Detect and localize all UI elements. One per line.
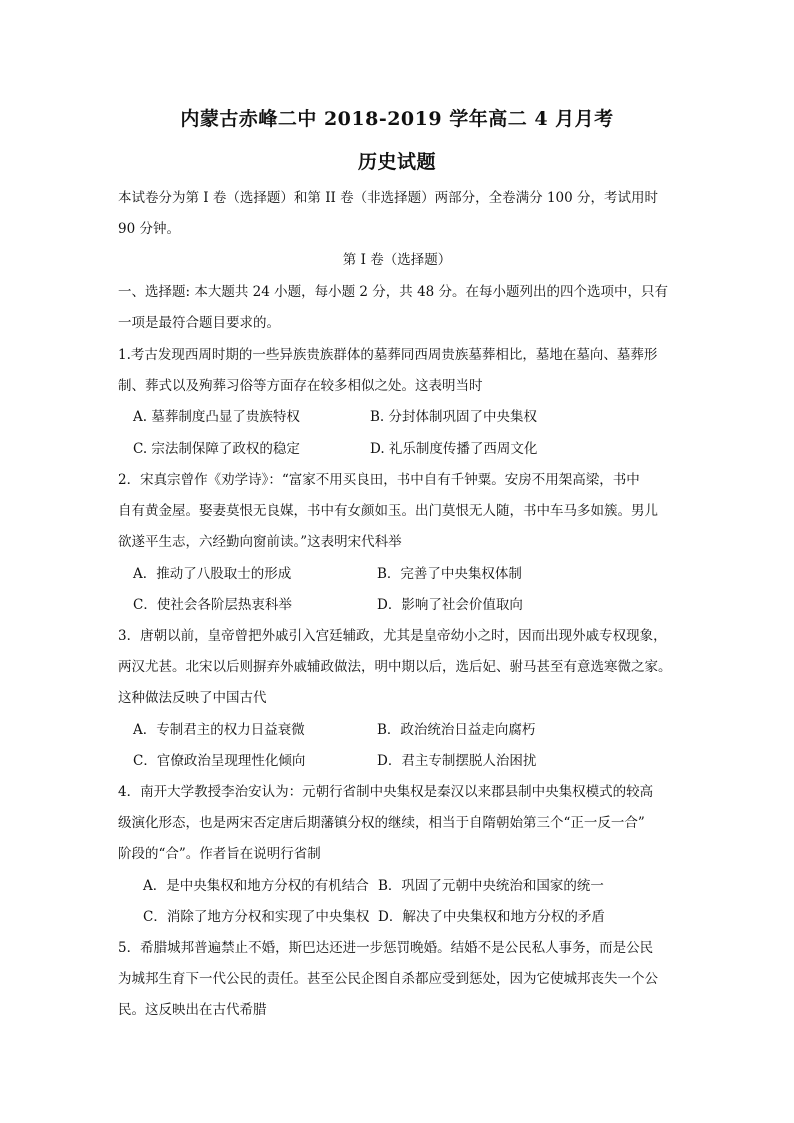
question-2-line-3: 欲遂平生志，六经勤向窗前读。”这表明宋代科举 bbox=[118, 534, 402, 550]
question-4-line-1: 4．南开大学教授李治安认为：元朝行省制中央集权是秦汉以来郡县制中央集权模式的较高 bbox=[118, 784, 654, 800]
question-5-line-2: 为城邦生育下一代公民的责任。甚至公民企图自杀都应受到惩处，因为它使城邦丧失一个公 bbox=[118, 971, 658, 987]
question-4-option-b: B．巩固了元朝中央统治和国家的统一 bbox=[378, 878, 604, 894]
question-4-option-c: C．消除了地方分权和实现了中央集权 bbox=[143, 909, 370, 925]
question-3-option-c: C．官僚政治呈现理性化倾向 bbox=[133, 753, 306, 769]
question-1-line-2: 制、葬式以及殉葬习俗等方面存在较多相似之处。这表明当时 bbox=[118, 378, 483, 394]
question-1-option-c: C. 宗法制保障了政权的稳定 bbox=[133, 441, 300, 457]
question-2-option-c: C．使社会各阶层热衷科举 bbox=[133, 597, 292, 613]
question-4-line-3: 阶段的“合”。作者旨在说明行省制 bbox=[118, 846, 321, 862]
intro-line-1: 本试卷分为第 I 卷（选择题）和第 II 卷（非选择题）两部分，全卷满分 100 分，考试用时 bbox=[118, 190, 659, 206]
question-4-line-2: 级演化形态，也是两宋否定唐后期藩镇分权的继续，相当于自隋朝始第三个“正一反一合” bbox=[118, 815, 645, 831]
question-3-option-d: D．君主专制摆脱人治困扰 bbox=[377, 753, 537, 769]
instructions-line-2: 一项是最符合题目要求的。 bbox=[118, 315, 280, 331]
exam-subtitle: 历史试题 bbox=[357, 151, 436, 173]
question-3-line-3: 这种做法反映了中国古代 bbox=[118, 690, 267, 706]
question-1-option-b: B. 分封体制巩固了中央集权 bbox=[370, 409, 538, 425]
section-title: 第 I 卷（选择题） bbox=[342, 252, 452, 268]
question-1-option-d: D. 礼乐制度传播了西周文化 bbox=[370, 441, 538, 457]
question-5-line-3: 民。这反映出在古代希腊 bbox=[118, 1002, 267, 1018]
question-3-option-a: A．专制君主的权力日益衰微 bbox=[133, 722, 305, 738]
exam-title: 内蒙古赤峰二中 2018-2019 学年高二 4 月月考 bbox=[180, 108, 614, 130]
question-4-option-a: A．是中央集权和地方分权的有机结合 bbox=[143, 878, 369, 894]
question-5-line-1: 5．希腊城邦普遍禁止不婚，斯巴达还进一步惩罚晚婚。结婚不是公民私人事务，而是公民 bbox=[118, 940, 654, 956]
question-3-line-1: 3．唐朝以前，皇帝曾把外戚引入宫廷辅政，尤其是皇帝幼小之时，因而出现外戚专权现象， bbox=[118, 628, 667, 644]
question-2-option-d: D．影响了社会价值取向 bbox=[377, 597, 523, 613]
question-4-option-d: D．解决了中央集权和地方分权的矛盾 bbox=[378, 909, 605, 925]
question-2-line-2: 自有黄金屋。娶妻莫恨无良媒，书中有女颜如玉。出门莫恨无人随，书中车马多如簇。男儿 bbox=[118, 503, 658, 519]
intro-line-2: 90 分钟。 bbox=[118, 221, 180, 237]
instructions-line-1: 一、选择题: 本大题共 24 小题，每小题 2 分，共 48 分。在每小题列出的四个选项中，只有 bbox=[118, 284, 669, 300]
question-2-line-1: 2．宋真宗曾作《劝学诗》：“富家不用买良田，书中自有千钟粟。安房不用架高梁，书中 bbox=[118, 472, 640, 488]
question-1-line-1: 1.考古发现西周时期的一些异族贵族群体的墓葬同西周贵族墓葬相比，墓地在墓向、墓葬形 bbox=[118, 347, 658, 363]
question-2-option-b: B．完善了中央集权体制 bbox=[377, 566, 522, 582]
question-2-option-a: A．推动了八股取士的形成 bbox=[133, 566, 292, 582]
question-3-line-2: 两汉尤甚。北宋以后则摒弃外戚辅政做法，明中期以后，选后妃、驸马甚至有意选寒微之家。 bbox=[118, 659, 672, 675]
question-3-option-b: B．政治统治日益走向腐朽 bbox=[377, 722, 536, 738]
question-1-option-a: A. 墓葬制度凸显了贵族特权 bbox=[133, 409, 300, 425]
